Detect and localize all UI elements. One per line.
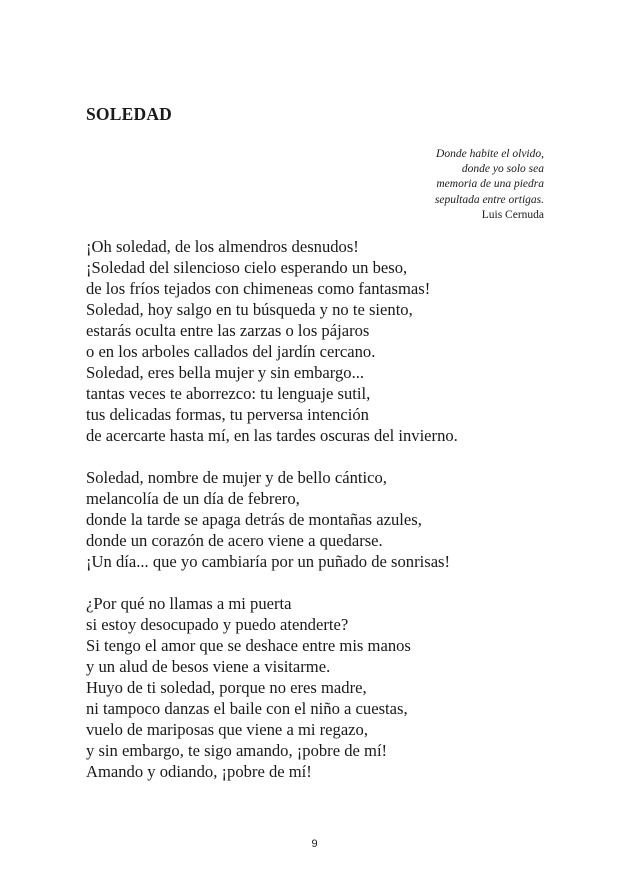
epigraph [324, 147, 544, 223]
verse: ¡Oh soledad, de los almendros desnudos! [86, 237, 359, 256]
epigraph-line: Donde habite el olvido, [436, 148, 544, 160]
verse: tantas veces te aborrezco: tu lenguaje sutil, [86, 384, 371, 403]
verse: donde un corazón de acero viene a quedarse. [86, 531, 383, 550]
epigraph-author: Luis Cernuda [481, 208, 544, 221]
verse: si estoy desocupado y puedo atenderte? [86, 615, 349, 634]
page-number: 9 [311, 838, 318, 850]
stanza-3 [86, 593, 546, 782]
verse: Soledad, nombre de mujer y de bello cántico, [86, 468, 387, 487]
epigraph-line: memoria de una piedra [436, 178, 544, 191]
epigraph-line: donde yo solo sea [461, 163, 544, 176]
verse: ¡Soledad del silencioso cielo esperando un beso, [86, 258, 408, 277]
verse: donde la tarde se apaga detrás de montañas azules, [86, 510, 422, 529]
poem-title: SOLEDAD [86, 104, 173, 124]
verse: o en los arboles callados del jardín cercano. [86, 342, 376, 361]
verse: Soledad, eres bella mujer y sin embargo... [86, 363, 365, 382]
epigraph-line: sepultada entre ortigas. [434, 193, 544, 206]
verse: Si tengo el amor que se deshace entre mis manos [86, 636, 411, 655]
verse: ¡Un día... que yo cambiaría por un puñado de sonrisas! [86, 552, 451, 571]
verse: tus delicadas formas, tu perversa intención [86, 405, 369, 424]
verse: y un alud de besos viene a visitarme. [86, 657, 331, 676]
verse: Amando y odiando, ¡pobre de mí! [86, 762, 312, 781]
stanza-1 [86, 236, 546, 446]
poem-body [86, 236, 546, 803]
verse: y sin embargo, te sigo amando, ¡pobre de mí! [86, 741, 388, 760]
verse: melancolía de un día de febrero, [86, 489, 300, 508]
verse: vuelo de mariposas que viene a mi regazo, [86, 720, 368, 739]
verse: estarás oculta entre las zarzas o los pájaros [86, 321, 370, 340]
verse: ¿Por qué no llamas a mi puerta [86, 594, 292, 613]
verse: de acercarte hasta mí, en las tardes oscuras del invierno. [86, 426, 458, 445]
verse: de los fríos tejados con chimeneas como fantasmas! [86, 279, 431, 298]
stanza-2 [86, 467, 546, 572]
verse: ni tampoco danzas el baile con el niño a cuestas, [86, 699, 408, 718]
verse: Huyo de ti soledad, porque no eres madre, [86, 678, 367, 697]
verse: Soledad, hoy salgo en tu búsqueda y no te siento, [86, 300, 413, 319]
